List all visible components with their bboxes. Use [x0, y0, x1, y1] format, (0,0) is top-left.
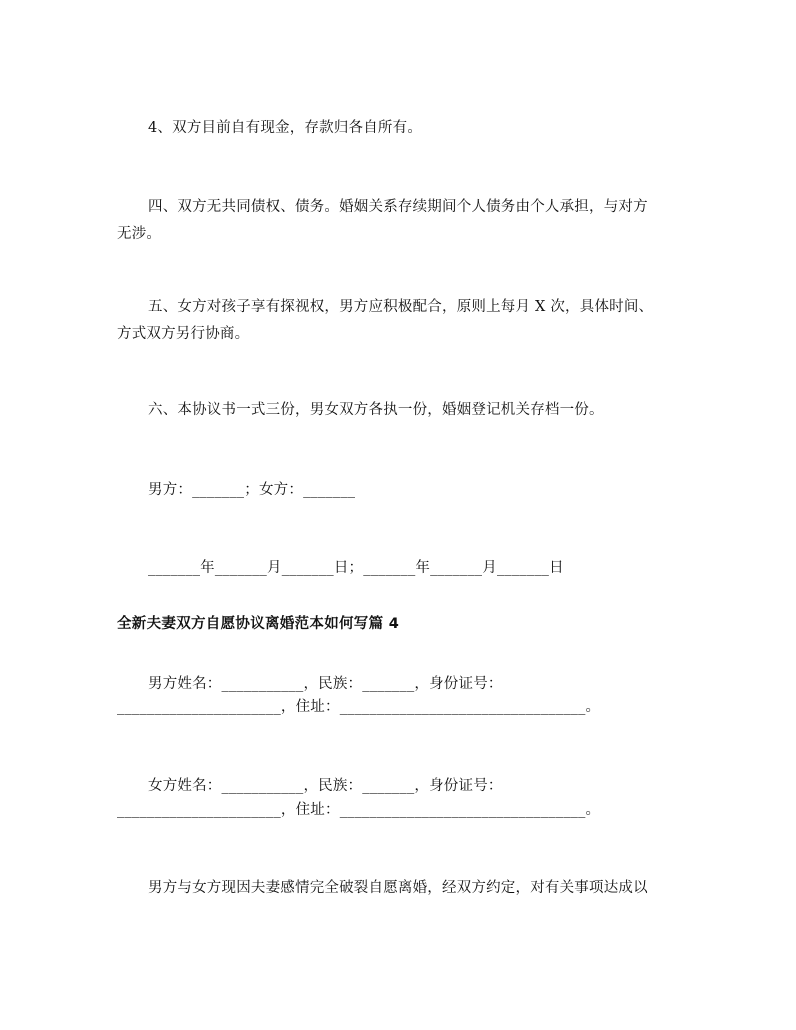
male-signature-label: 男方： [148, 482, 193, 498]
section-heading: 全新夫妻双方自愿协议离婚范本如何写篇 4 [117, 616, 400, 632]
clause-six: 六、本协议书一式三份，男女双方各执一份，婚姻登记机关存档一份。 [148, 402, 604, 418]
clause-four-line-2: 无涉。 [117, 226, 162, 242]
male-info-line-1: 男方姓名：___________，民族：_______，身份证号： [148, 676, 503, 692]
signature-separator: ； [244, 482, 259, 498]
intro-line: 男方与女方现因夫妻感情完全破裂自愿离婚，经双方约定，对有关事项达成以 [148, 880, 648, 896]
female-signature-blank: _______ [303, 482, 356, 498]
female-signature-label: 女方： [258, 482, 304, 498]
clause-five-line-2: 方式双方另行协商。 [117, 326, 250, 342]
male-signature-blank: _______ [192, 482, 245, 498]
male-info-line-2: ______________________，住址：_________________________________。 [117, 699, 601, 715]
clause-4-item: 4、双方目前自有现金，存款归各自所有。 [148, 120, 423, 136]
clause-five-line-1: 五、女方对孩子享有探视权，男方应积极配合，原则上每月 X 次，具体时间、 [148, 299, 654, 315]
clause-four-line-1: 四、双方无共同债权、债务。婚姻关系存续期间个人债务由个人承担，与对方 [148, 199, 648, 215]
female-info-line-2: ______________________，住址：_________________________________。 [117, 802, 601, 818]
female-info-line-1: 女方姓名：___________，民族：_______，身份证号： [148, 778, 503, 794]
date-line: _______年_______月_______日；_______年_______月_______日 [148, 560, 564, 576]
signature-line [148, 480, 355, 500]
